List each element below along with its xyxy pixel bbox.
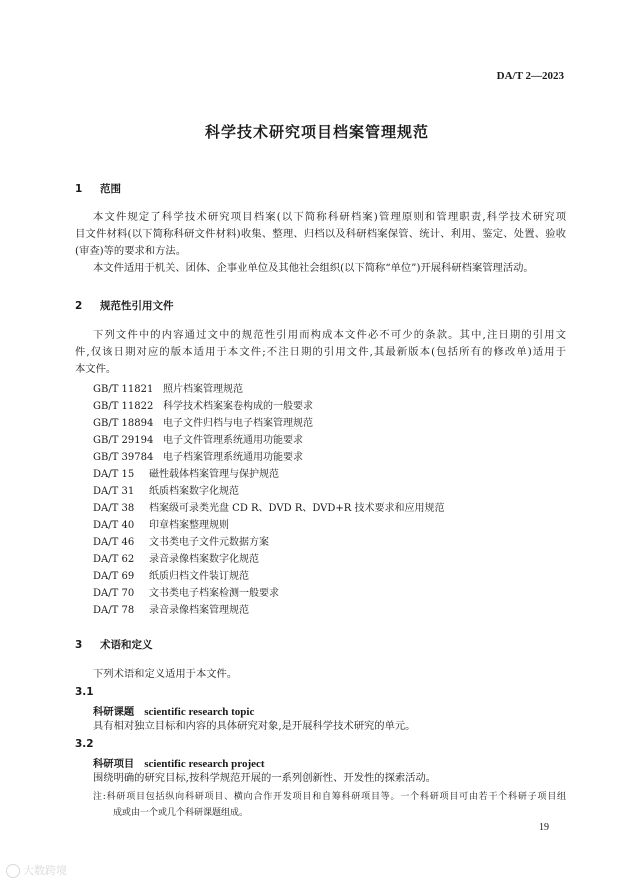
reference-code: DA/T 78 [93,605,135,616]
term-definition: 围绕明确的研究目标,按科学规范开展的一系列创新性、开发性的探索活动。 [93,772,437,784]
paragraph-line: 目文件材料(以下简称科研文件材料)收集、整理、归档以及科研档案保管、统计、利用、鉴定、处置、验收 [75,228,566,240]
reference-title: 电子档案管理系统通用功能要求 [163,452,303,463]
reference-code: GB/T 29194 [93,435,154,446]
section-title: 术语和定义 [99,639,153,651]
watermark-text: 大数跨境 [23,864,67,877]
section-3-heading [75,637,152,652]
standard-code: DA/T 2—2023 [496,70,564,82]
term-definition: 具有相对独立目标和内容的具体研究对象,是开展科学技术研究的单元。 [93,720,416,732]
section-number: 2 [75,300,83,312]
reference-item [93,499,445,514]
reference-code: GB/T 11822 [93,401,154,412]
reference-code: DA/T 38 [93,503,135,514]
reference-item [93,584,279,599]
reference-code: DA/T 70 [93,588,135,599]
paragraph-line: 本文件适用于机关、团体、企事业单位及其他社会组织(以下简称“单位”)开展科研档案管理活动。 [93,262,534,274]
reference-item [93,465,279,480]
reference-item [93,533,269,548]
reference-title: 印章档案整理规则 [149,520,229,531]
paragraph-line: 本文件规定了科学技术研究项目档案(以下简称科研档案)管理原则和管理职责,科学技术研究项 [93,211,566,223]
page-number: 19 [539,822,549,833]
reference-title: 磁性载体档案管理与保护规范 [149,469,279,480]
paragraph-line: (审查)等的要求和方法。 [75,245,187,257]
reference-code: DA/T 40 [93,520,135,531]
reference-title: 文书类电子文件元数据方案 [149,537,269,548]
reference-code: GB/T 11821 [93,384,154,395]
logo-icon [6,864,20,878]
paragraph-line: 本文件。 [75,363,117,375]
term-english: scientific research topic [144,706,255,718]
term-heading [93,755,265,770]
reference-code: GB/T 18894 [93,418,154,429]
term-chinese: 科研项目 [93,758,135,770]
reference-item [93,482,239,497]
reference-item [93,448,303,463]
term-chinese: 科研课题 [93,706,135,718]
section-1-heading [75,181,121,196]
reference-item [93,397,313,412]
reference-code: DA/T 15 [93,469,135,480]
note-line: 成或由一个或几个科研课题组成。 [113,808,249,818]
note-line: 注:科研项目包括纵向科研项目、横向合作开发项目和自筹科研项目等。一个科研项目可由若干个科研子项目组 [93,792,566,802]
reference-title: 纸质归档文件装订规范 [149,571,249,582]
reference-title: 纸质档案数字化规范 [149,486,239,497]
term-heading [93,703,254,718]
reference-item [93,550,259,565]
reference-code: DA/T 62 [93,554,135,565]
section-number: 3 [75,639,83,651]
paragraph-line: 下列文件中的内容通过文中的规范性引用而构成本文件必不可少的条款。其中,注日期的引用文 [93,329,566,341]
reference-title: 文书类电子档案检测一般要求 [149,588,279,599]
section-number: 1 [75,183,83,195]
reference-item [93,380,243,395]
paragraph-line: 件,仅该日期对应的版本适用于本文件;不注日期的引用文件,其最新版本(包括所有的修改单)适用于 [75,346,566,358]
reference-title: 录音录像档案数字化规范 [149,554,259,565]
reference-item [93,601,249,616]
reference-title: 科学技术档案案卷构成的一般要求 [163,401,313,412]
term-english: scientific research project [144,758,265,770]
section-title: 规范性引用文件 [99,300,174,312]
reference-title: 录音录像档案管理规范 [149,605,249,616]
reference-title: 档案级可录类光盘 CD R、DVD R、DVD+R 技术要求和应用规范 [149,503,445,514]
page-title: 科学技术研究项目档案管理规范 [204,123,429,141]
reference-code: DA/T 69 [93,571,135,582]
reference-item [93,516,229,531]
paragraph-line: 下列术语和定义适用于本文件。 [93,668,238,680]
reference-code: DA/T 31 [93,486,135,497]
section-2-heading [75,298,173,313]
reference-code: GB/T 39784 [93,452,154,463]
reference-title: 电子文件管理系统通用功能要求 [163,435,303,446]
reference-code: DA/T 46 [93,537,135,548]
reference-title: 电子文件归档与电子档案管理规范 [163,418,313,429]
reference-item [93,431,303,446]
reference-item [93,567,249,582]
section-title: 范围 [99,183,121,195]
term-number: 3.1 [75,686,94,698]
reference-item [93,414,313,429]
term-number: 3.2 [75,738,94,750]
watermark [6,862,67,878]
reference-title: 照片档案管理规范 [163,384,243,395]
